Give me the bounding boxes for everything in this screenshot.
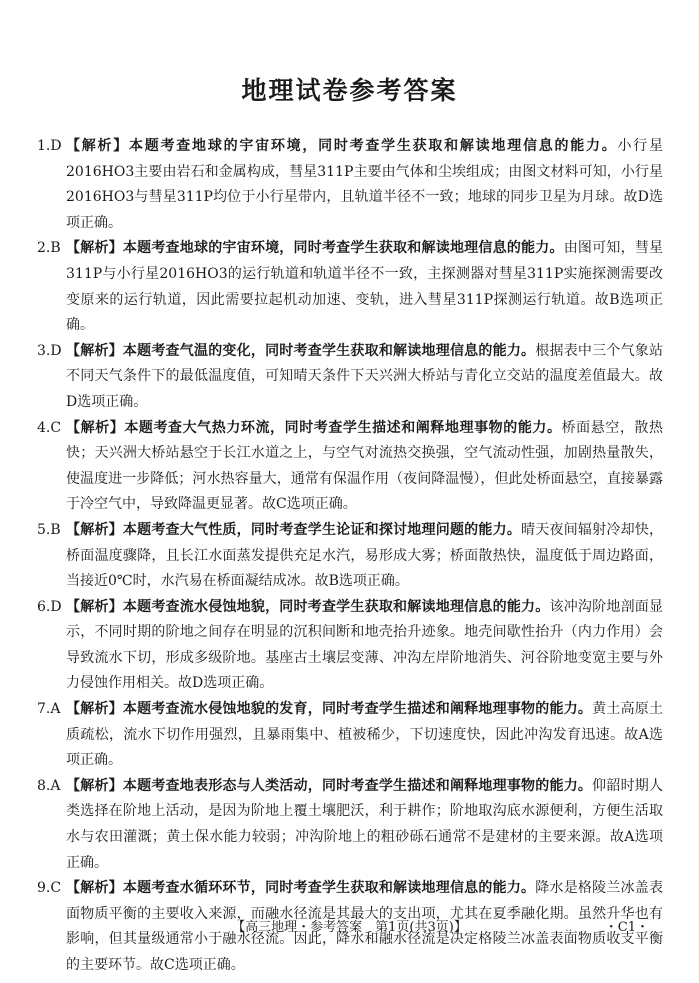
answer-item — [37, 416, 663, 518]
answer-lead: 本题考查地表形态与人类活动，同时考查学生描述和阐释地理事物的能力。 — [122, 777, 593, 794]
answer-item — [37, 518, 663, 595]
answer-body: 小行星2016HO3主要由岩石和金属构成，彗星311P主要由气体和尘埃组成；由图文材料可知，小行星2016HO3与彗星311P均位于小行星带内，且轨道半径不一致；地球的同步卫星为月球。故D选项正确。 — [66, 138, 664, 231]
answer-lead: 本题考查水循环环节，同时考查学生获取和解读地理信息的能力。 — [122, 880, 536, 897]
analysis-tag: 【解析】 — [66, 521, 123, 538]
answer-number: 4.C — [37, 419, 62, 436]
answer-lead: 本题考查流水侵蚀地貌的发育，同时考查学生描述和阐释地理事物的能力。 — [122, 701, 593, 718]
answer-body: 黄土高原土质疏松，流水下切作用强烈，且暴雨集中、植被稀少，下切速度快，因此冲沟发育迅速。故A选项正确。 — [66, 701, 664, 769]
answer-item — [37, 697, 663, 774]
analysis-tag: 【解析】 — [66, 419, 125, 436]
answer-body: 由图可知，彗星311P与小行星2016HO3的运行轨道和轨道半径不一致，主探测器对彗星311P实施探测需要改变原来的运行轨道，因此需要拉起机动加速、变轨，进入彗星311P探测运行轨道。故B选项正确。 — [66, 240, 664, 334]
answer-item — [37, 339, 663, 416]
answer-lead: 本题考查地球的宇宙环境，同时考查学生获取和解读地理信息的能力。 — [129, 138, 618, 154]
answer-body: 降水是格陵兰冰盖表面物质平衡的主要收入来源，而融水径流是其最大的支出项，尤其在夏季融化期。虽然升华也有影响，但其量级通常小于融水径流。因此，降水和融水径流是决定格陵兰冰盖表面物质收支平衡的主要环节。故C选项正确。 — [66, 880, 664, 973]
page-title: 地理试卷参考答案 — [241, 76, 458, 105]
page-footer — [0, 917, 699, 939]
answer-number: 2.B — [37, 240, 61, 257]
footer-code: ・C1・ — [604, 920, 649, 935]
analysis-tag: 【解析】 — [66, 880, 123, 897]
analysis-tag: 【解析】 — [66, 342, 123, 359]
answer-item — [37, 774, 663, 876]
answer-number: 3.D — [37, 342, 62, 359]
analysis-tag: 【解析】 — [66, 598, 123, 615]
answer-lead: 本题考查大气热力环流，同时考查学生描述和阐释地理事物的能力。 — [124, 419, 562, 436]
answer-body: 仰韶时期人类选择在阶地上活动，是因为阶地上覆土壤肥沃，利于耕作；阶地取沟底水源便利，方便生活取水与农田灌溉；黄土保水能力较弱；冲沟阶地上的粗砂砾石通常不是建材的主要来源。故A选项正确。 — [66, 777, 664, 871]
answer-number: 6.D — [37, 598, 62, 615]
answer-item — [37, 134, 663, 236]
answer-number: 9.C — [37, 880, 62, 897]
answer-number: 1.D — [37, 138, 62, 154]
answer-lead: 本题考查大气性质，同时考查学生论证和探讨地理问题的能力。 — [122, 521, 522, 538]
answer-body: 该冲沟阶地剖面显示，不同时期的阶地之间存在明显的沉积间断和地壳抬升迹象。地壳间歇性抬升（内力作用）会导致流水下切，形成多级阶地。基座古土壤层变薄、冲沟左岸阶地消失、河谷阶地变宽主要与外力侵蚀作用相关。故D选项正确。 — [66, 598, 664, 692]
answer-list — [37, 134, 663, 979]
analysis-tag: 【解析】 — [66, 701, 123, 718]
analysis-tag: 【解析】 — [66, 777, 123, 794]
answer-number: 5.B — [37, 521, 61, 538]
answer-body: 晴天夜间辐射冷却快，桥面温度骤降，且长江水面蒸发提供充足水汽，易形成大雾；桥面散热快，温度低于周边路面，当接近0℃时，水汽易在桥面凝结成冰。故B选项正确。 — [66, 521, 664, 590]
answer-item — [37, 595, 663, 697]
analysis-tag: 【解析】 — [66, 138, 130, 154]
answer-number: 7.A — [37, 701, 61, 718]
answer-lead: 本题考查地球的宇宙环境，同时考查学生获取和解读地理信息的能力。 — [122, 240, 564, 257]
footer-marks: ‥ — [565, 921, 573, 934]
answer-number: 8.A — [37, 777, 61, 794]
footer-page-info: 【高三地理・参考答案 第1页(共3页)】 — [232, 920, 467, 935]
analysis-tag: 【解析】 — [66, 240, 123, 257]
answer-item — [37, 236, 663, 338]
answer-body: 根据表中三个气象站不同天气条件下的最低温度值，可知晴天条件下天兴洲大桥站与青化立交站的温度差值最大。故D选项正确。 — [66, 342, 664, 410]
answer-lead: 本题考查气温的变化，同时考查学生获取和解读地理信息的能力。 — [122, 342, 536, 359]
answer-lead: 本题考查流水侵蚀地貌，同时考查学生获取和解读地理信息的能力。 — [122, 598, 550, 615]
answer-body: 桥面悬空，散热快；天兴洲大桥站悬空于长江水道之上，与空气对流热交换强，空气流动性强，加剧热量散失，使温度进一步降低；河水热容量大，通常有保温作用（夜间降温慢），但此处桥面悬空，直接暴露于冷空气中，导致降温更显著。故C选项正确。 — [66, 419, 664, 513]
